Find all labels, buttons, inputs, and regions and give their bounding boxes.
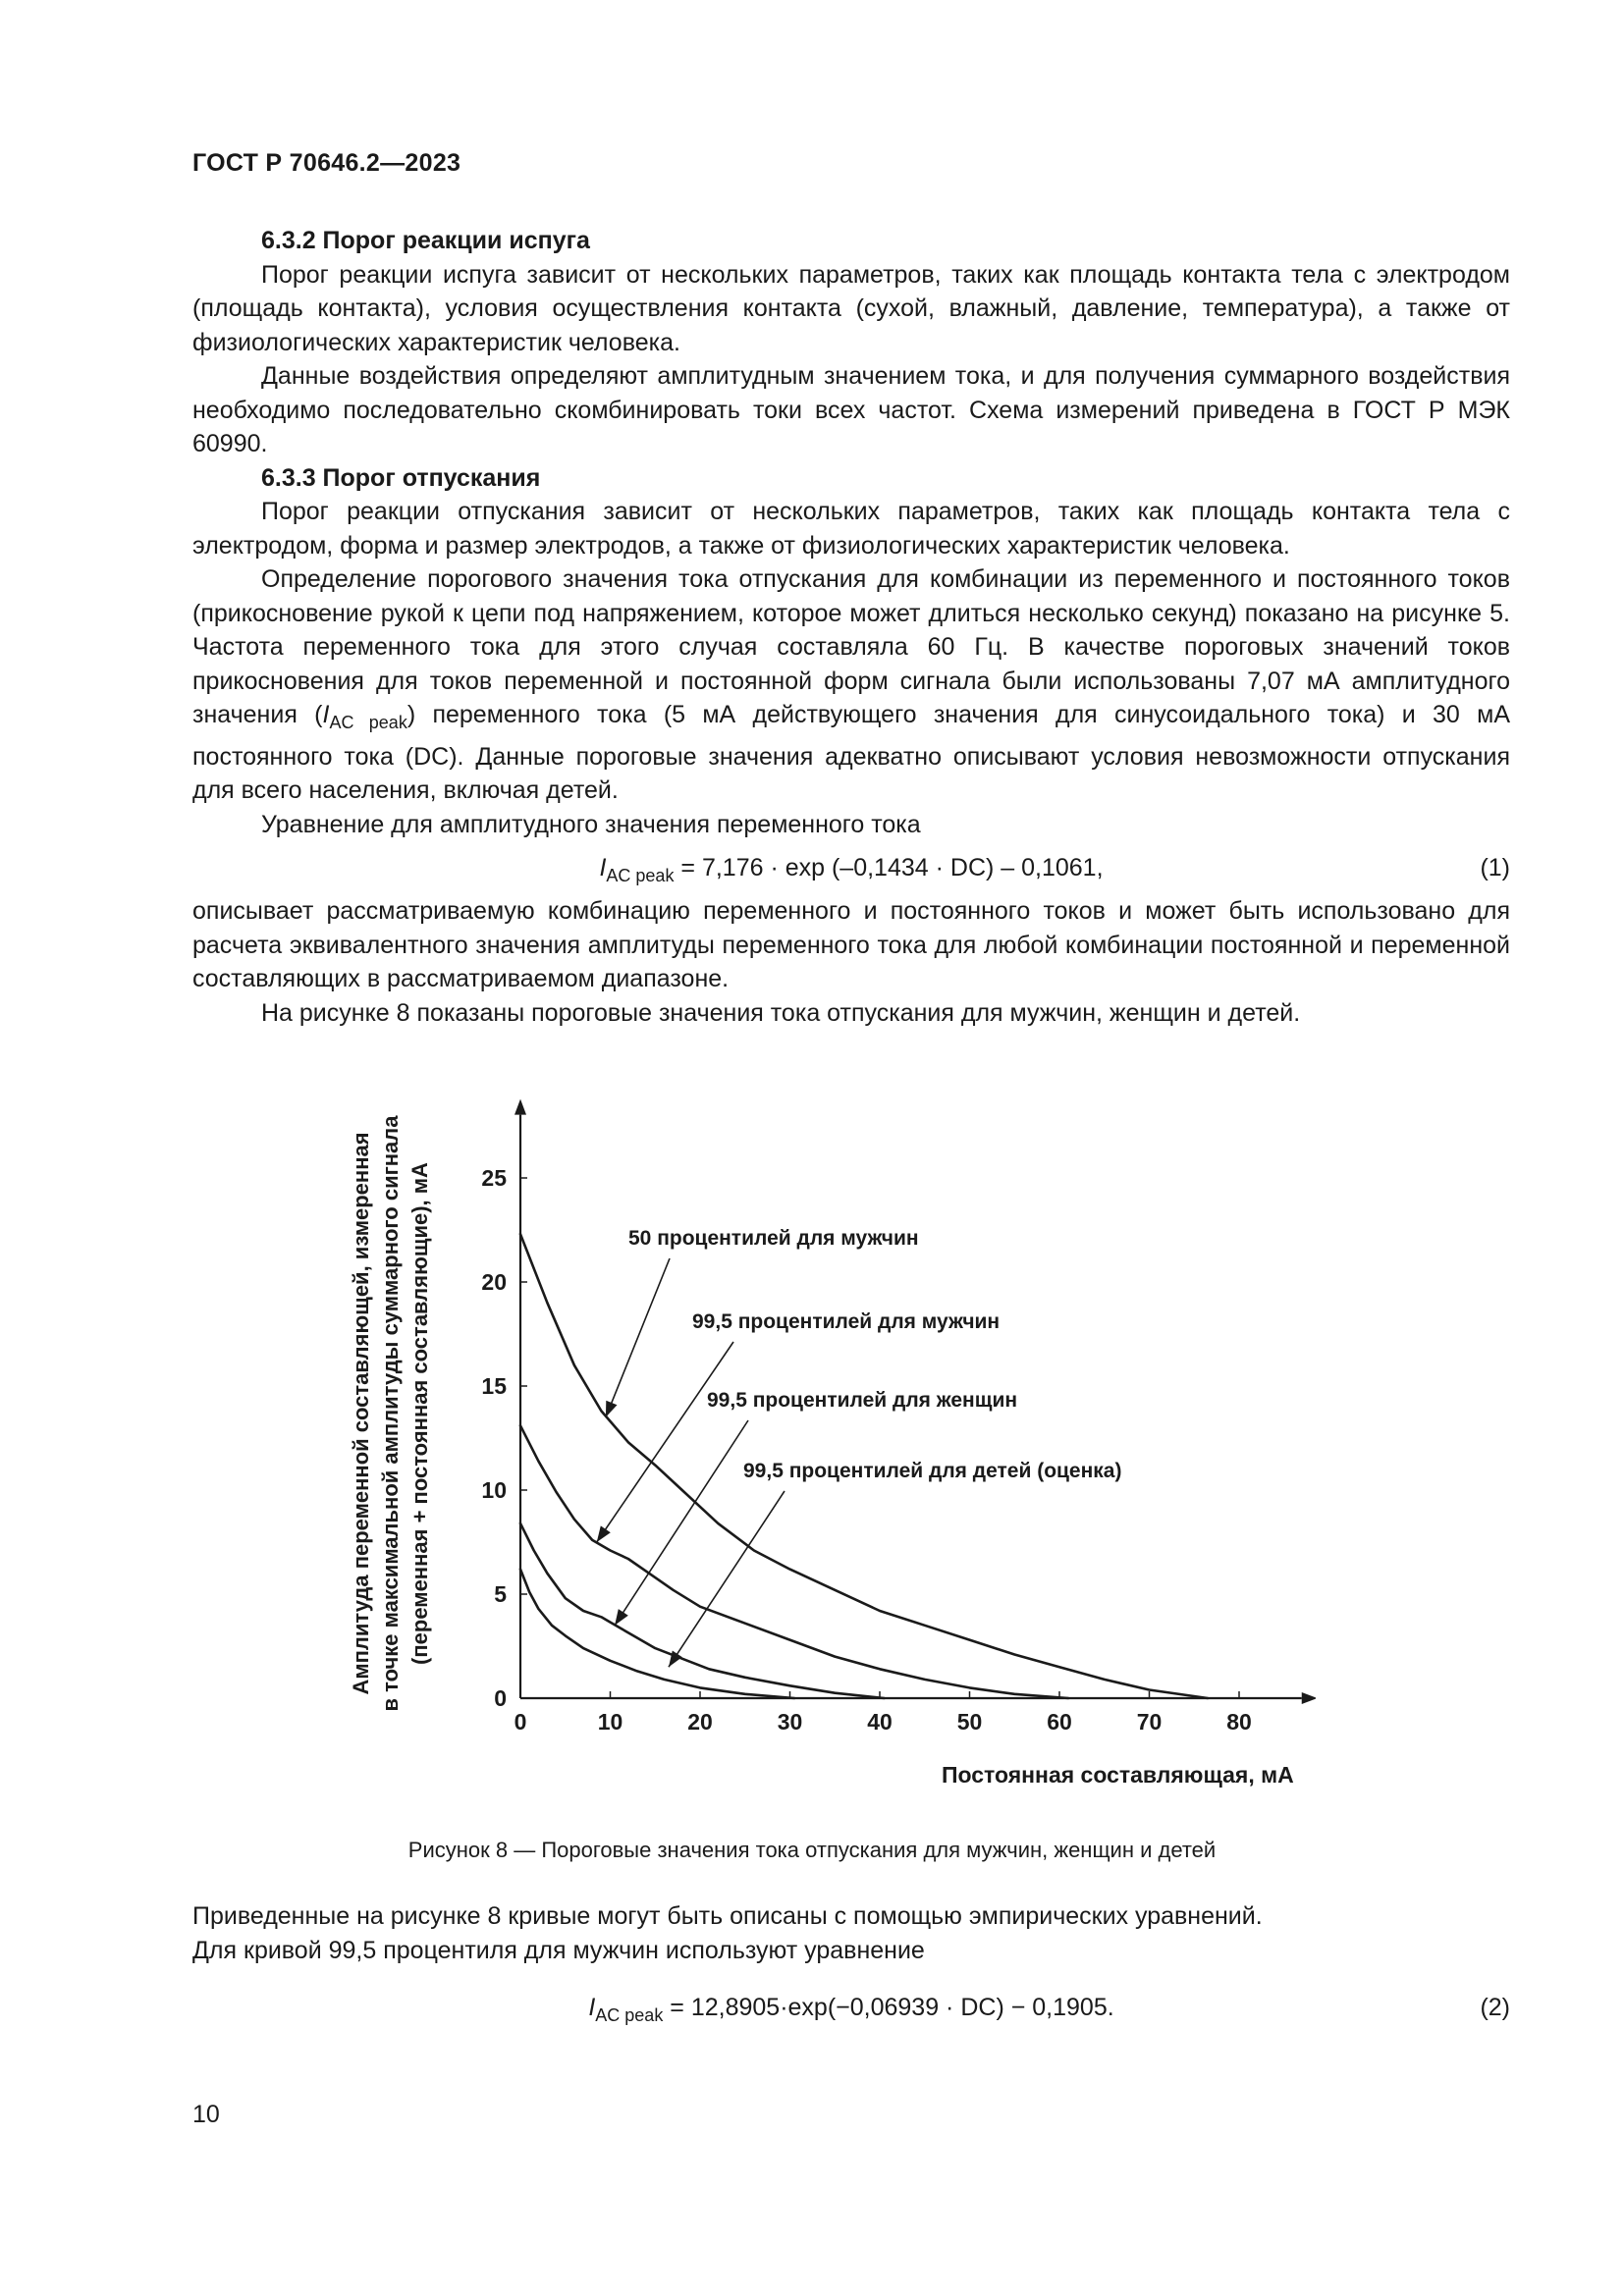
arrowhead-icon — [615, 1609, 628, 1626]
x-tick-label: 20 — [687, 1709, 713, 1735]
symbol-i: I — [588, 1994, 596, 2021]
subscript: AC peak — [329, 713, 407, 732]
x-tick-label: 80 — [1226, 1709, 1252, 1735]
x-tick-label: 10 — [597, 1709, 623, 1735]
curve-annotation-label: 99,5 процентилей для мужчин — [692, 1310, 1001, 1333]
y-tick-label: 0 — [494, 1685, 507, 1711]
curve-annotation-label: 99,5 процентилей для женщин — [707, 1389, 1018, 1412]
y-axis-label-line: в точке максимальной амплитуды суммарного сигнала — [378, 1115, 403, 1712]
x-axis-label: Постоянная составляющая, мА — [941, 1762, 1294, 1788]
x-tick-label: 0 — [514, 1709, 527, 1735]
section-heading-6-3-3: 6.3.3 Порог отпускания — [261, 463, 541, 492]
y-tick-label: 10 — [481, 1477, 507, 1503]
subscript: AC peak — [595, 2005, 664, 2025]
x-tick-label: 30 — [777, 1709, 803, 1735]
document-header: ГОСТ Р 70646.2—2023 — [192, 149, 461, 177]
section-heading-6-3-2: 6.3.2 Порог реакции испуга — [261, 227, 590, 254]
x-tick-label: 40 — [867, 1709, 893, 1735]
arrowhead-icon — [597, 1525, 611, 1542]
y-tick-label: 25 — [481, 1165, 507, 1191]
symbol-i: I — [599, 854, 607, 881]
figure-8-chart — [344, 1080, 1316, 1796]
figure-caption: Рисунок 8 — Пороговые значения тока отпускания для мужчин, женщин и детей — [407, 1838, 1217, 1862]
formula-body: = 7,176 · exp (–0,1434 · DC) – 0,1061, — [674, 854, 1104, 881]
subscript: AC peak — [606, 866, 675, 885]
annotation-leader-line — [597, 1342, 733, 1542]
curve-annotation-label: 50 процентилей для мужчин — [628, 1227, 919, 1250]
formula-number: (1) — [1480, 854, 1510, 881]
paragraph: На рисунке 8 показаны пороговые значения тока отпускания для мужчин, женщин и детей. — [261, 998, 1301, 1027]
curve-3 — [520, 1523, 885, 1698]
x-tick-label: 60 — [1047, 1709, 1072, 1735]
paragraph: Приведенные на рисунке 8 кривые могут быть описаны с помощью эмпирических уравнений. — [192, 1902, 1263, 1930]
x-tick-label: 70 — [1136, 1709, 1163, 1735]
text-run: ) переменного тока (5 мА действующего значения для синусоидального тока) и 30 мА постоянного тока (DC). Данные пороговые значения адекватно описывают условия невозможности отпускания для всего населения, включая детей. — [192, 701, 1510, 804]
paragraph: Порог реакции отпускания зависит от нескольких параметров, таких как площадь контакта тела с электродом, форма и размер электродов, а также от физиологических характеристик человека. — [192, 498, 1510, 560]
text-run: Определение порогового значения тока отпускания для комбинации из переменного и постоянного токов (прикосновение рукой к цепи под напряжением, которое может длиться несколько секунд) показано на рисунке 5. Частота переменного тока для этого случая составляла 60 Гц. В качестве пороговых значений токов прикосновения для токов переменной и постоянной форм сигнала были использованы 7,07 мА амплитудного значения ( — [192, 565, 1510, 728]
arrowhead-icon — [606, 1401, 618, 1417]
paragraph: описывает рассматриваемую комбинацию переменного и постоянного токов и может быть использовано для расчета эквивалентного значения амплитуды переменного тока для любой комбинации постоянной и переменной составляющих в рассматриваемом диапазоне. — [192, 897, 1510, 992]
paragraph: Уравнение для амплитудного значения переменного тока — [261, 810, 921, 838]
paragraph: Данные воздействия определяют амплитудным значением тока, и для получения суммарного воздействия необходимо последовательно скомбинировать токи всех частот. Схема измерений приведена в ГОСТ Р МЭК 60990. — [192, 362, 1510, 457]
y-axis-label-line: (переменная + постоянная составляющие), мА — [407, 1162, 432, 1665]
curve-annotation-label: 99,5 процентилей для детей (оценка) — [743, 1460, 1122, 1482]
annotation-leader-line — [669, 1491, 785, 1667]
y-tick-label: 15 — [481, 1373, 507, 1399]
paragraph: Для кривой 99,5 процентиля для мужчин используют уравнение — [192, 1936, 925, 1964]
main-text — [192, 224, 1510, 1030]
formula-expression — [192, 1983, 1510, 2040]
paragraph: Порог реакции испуга зависит от нескольких параметров, таких как площадь контакта тела с электродом (площадь контакта), условия осуществления контакта (сухой, влажный, давление, температура), а также от физиологических характеристик человека. — [192, 260, 1510, 356]
symbol-i: I — [322, 701, 330, 728]
annotation-leader-line — [606, 1258, 670, 1417]
y-tick-label: 5 — [494, 1581, 507, 1607]
formula-expression — [192, 843, 1510, 900]
formula-number: (2) — [1480, 1994, 1510, 2021]
x-axis-arrow-icon — [1302, 1692, 1316, 1704]
x-tick-label: 50 — [956, 1709, 983, 1735]
y-tick-label: 20 — [481, 1269, 507, 1295]
formula-body: = 12,8905·exp(−0,06939 · DC) − 0,1905. — [663, 1994, 1114, 2021]
y-axis-label-line: Амплитуда переменной составляющей, измеренная — [349, 1132, 373, 1695]
formula-2 — [192, 1983, 1510, 2032]
formula-1 — [192, 843, 1510, 892]
y-axis-arrow-icon — [514, 1099, 526, 1115]
chart-svg — [344, 1080, 1316, 1796]
paragraph — [192, 562, 1510, 808]
page-number: 10 — [192, 2101, 220, 2128]
lower-text — [192, 1899, 1510, 2034]
